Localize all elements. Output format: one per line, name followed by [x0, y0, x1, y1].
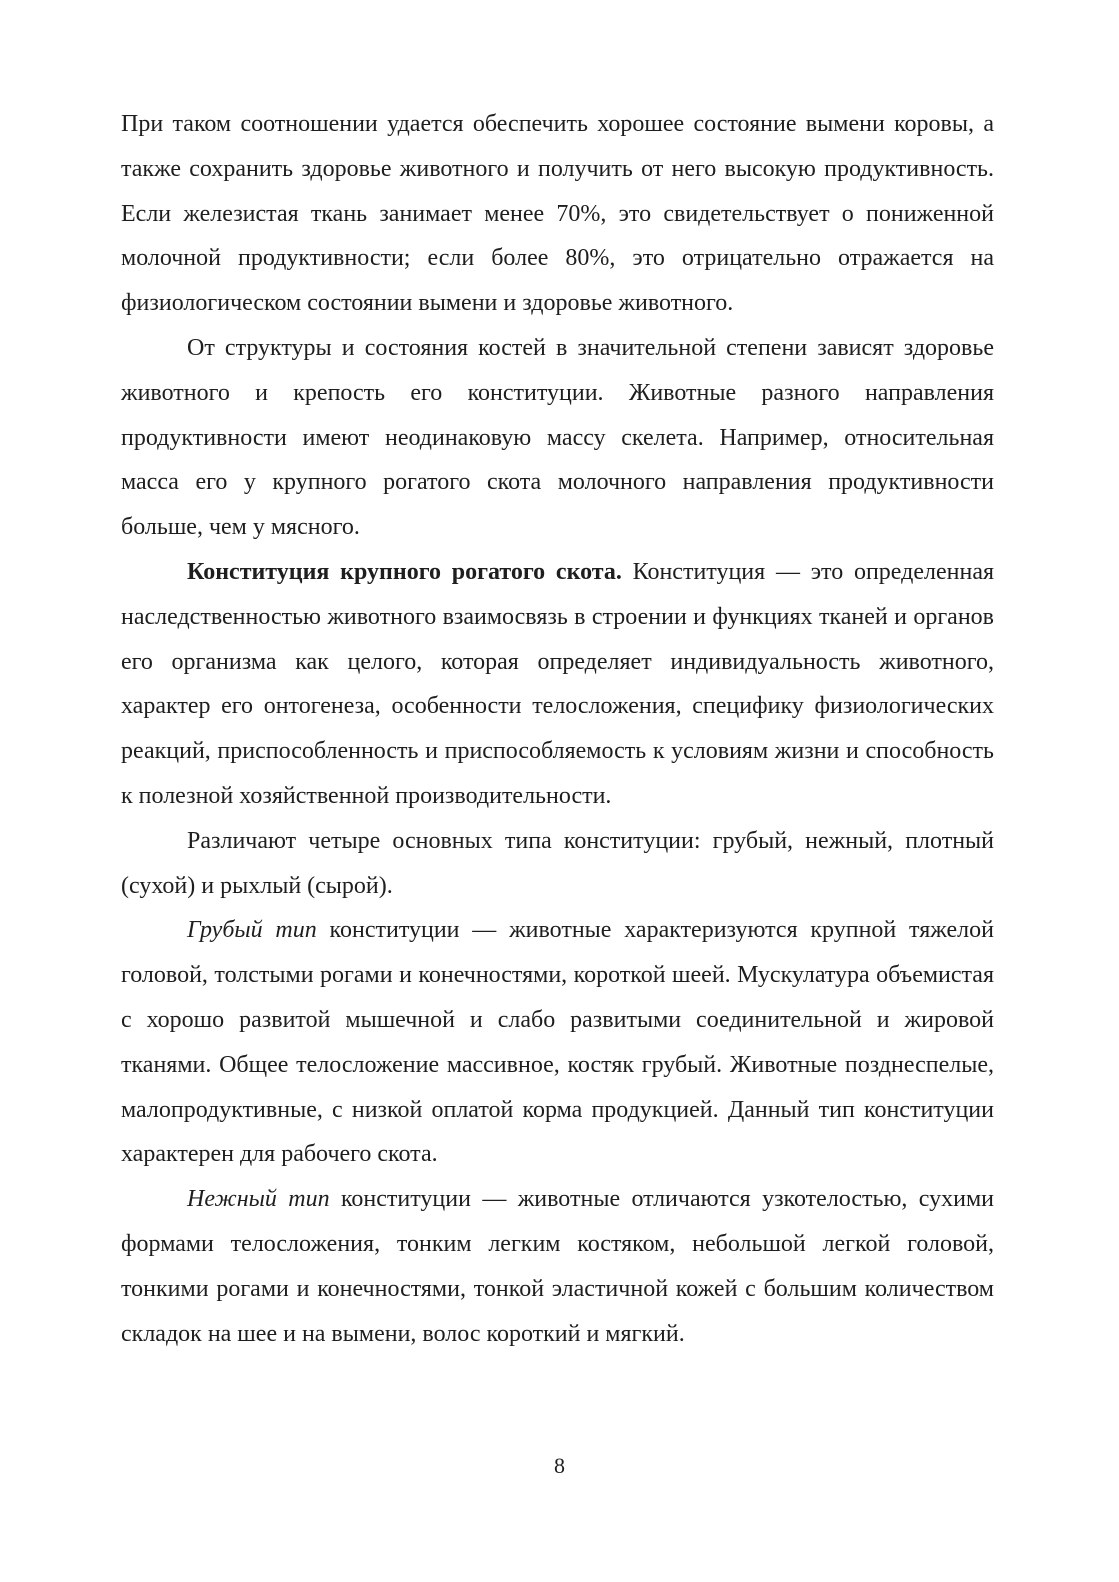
paragraph-constitution-definition [121, 550, 994, 819]
constitution-definition-text: Конституция — это определенная наследственностью животного взаимосвязь в строении и функциях тканей и органов его организма как целого, которая определяет индивидуальность животного, характер его онтогенеза, особенности телосложения, специфику физиологических реакций, приспособленность и приспособляемость к условиям жизни и способность к полезной хозяйственной производительности. [121, 558, 995, 809]
term-coarse-type: Грубый тип [187, 917, 317, 944]
delicate-type-text: конституции — животные отличаются узкотелостью, сухими формами телосложения, тонким легким костяком, небольшой легкой головой, тонкими рогами и конечностями, тонкой эластичной кожей с большим количеством складок на шее и на вымени, волос короткий и мягкий. [121, 1186, 995, 1347]
paragraph-coarse-type [121, 908, 994, 1177]
document-body [121, 102, 994, 1356]
paragraph-bone-structure: От структуры и состояния костей в значительной степени зависят здоровье животного и крепость его конституции. Животные разного направления продуктивности имеют неодинаковую массу скелета. Например, относительная масса его у крупного рогатого скота молочного направления продуктивности больше, чем у мясного. [121, 334, 994, 541]
paragraph-constitution-types: Различают четыре основных типа конституции: грубый, нежный, плотный (сухой) и рыхлый (сырой). [121, 827, 994, 899]
page-number: 8 [554, 1453, 565, 1478]
section-heading-constitution: Конституция крупного рогатого скота. [187, 558, 622, 585]
coarse-type-text: конституции — животные характеризуются крупной тяжелой головой, толстыми рогами и конечностями, короткой шеей. Мускулатура объемистая с хорошо развитой мышечной и слабо развитыми соединительной и жировой тканями. Общее телосложение массивное, костяк грубый. Животные позднеспелые, малопродуктивные, с низкой оплатой корма продукцией. Данный тип конституции характерен для рабочего скота. [121, 917, 995, 1168]
paragraph-udder-ratio: При таком соотношении удается обеспечить хорошее состояние вымени коровы, а также сохранить здоровье животного и получить от него высокую продуктивность. Если железистая ткань занимает менее 70%, это свидетельствует о пониженной молочной продуктивности; если более 80%, это отрицательно отражается на физиологическом состоянии вымени и здоровье животного. [121, 111, 994, 317]
term-delicate-type: Нежный тип [187, 1186, 330, 1213]
paragraph-delicate-type [121, 1177, 994, 1356]
